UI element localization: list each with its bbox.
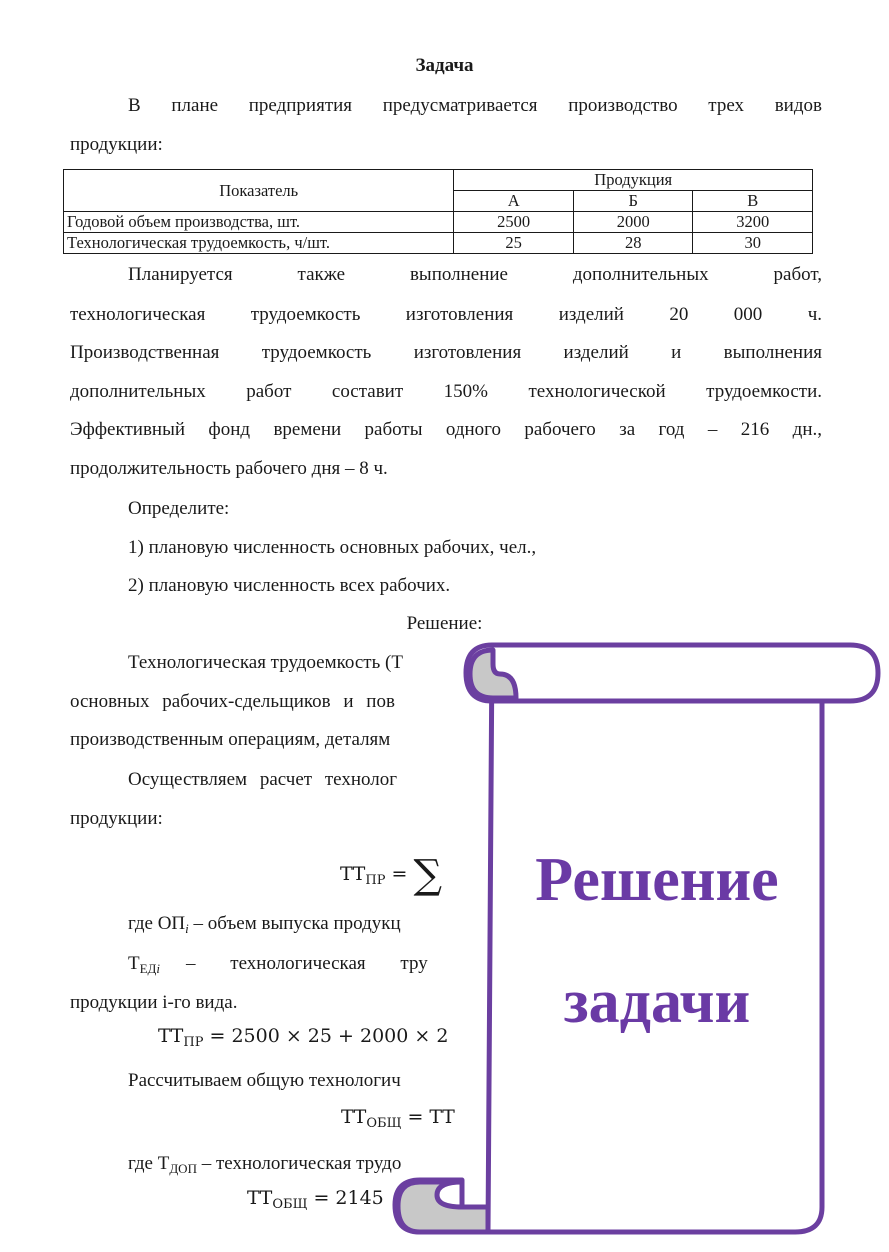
formula-symbol: ТТ bbox=[341, 1106, 367, 1128]
where-text: – объем выпуска продукц bbox=[188, 913, 401, 934]
table-cell: 3200 bbox=[693, 212, 813, 233]
formula-subscript: ДОП bbox=[169, 1161, 197, 1176]
formula-symbol: ТТ bbox=[340, 863, 366, 885]
formula-expression: = ТТ bbox=[401, 1106, 455, 1128]
scroll-top-roll bbox=[466, 645, 878, 701]
table-header-products: Продукция bbox=[454, 170, 813, 191]
intro-line-1: В плане предприятия предусматривается производство трех видов bbox=[128, 95, 822, 116]
formula-symbol: Т bbox=[128, 953, 140, 974]
formula-subscript: ОБЩ bbox=[272, 1197, 308, 1212]
solution-line: Осуществляем расчет технолог bbox=[128, 769, 398, 790]
formula-subscript: i bbox=[185, 921, 189, 936]
table-cell: 2500 bbox=[454, 212, 574, 233]
formula-subscript: ПР bbox=[365, 873, 386, 888]
table-cell: 30 bbox=[693, 233, 813, 254]
paragraph-line: Эффективный фонд времени работы одного рабочего за год – 216 дн., bbox=[70, 419, 822, 440]
paragraph-line: дополнительных работ составит 150% технологической трудоемкости. bbox=[70, 381, 822, 402]
banner-line-1: Решение bbox=[535, 846, 779, 914]
table-cell: 25 bbox=[454, 233, 574, 254]
table-row-label: Годовой объем производства, шт. bbox=[64, 212, 454, 233]
table-col-c: В bbox=[693, 191, 813, 212]
formula-subscript: ПР bbox=[183, 1035, 204, 1050]
paragraph-line: Планируется также выполнение дополнительных работ, bbox=[128, 264, 822, 285]
table-header-indicator: Показатель bbox=[64, 170, 454, 212]
formula-expression: = 2500 × 25 + 2000 × 2 bbox=[203, 1025, 449, 1047]
table-col-b: Б bbox=[573, 191, 693, 212]
determine-label: Определите: bbox=[128, 498, 230, 519]
task-item-2: 2) плановую численность всех рабочих. bbox=[128, 575, 451, 596]
table-col-a: А bbox=[454, 191, 574, 212]
table-cell: 2000 bbox=[573, 212, 693, 233]
formula-symbol: ТТ bbox=[247, 1187, 273, 1209]
paragraph-line: продолжительность рабочего дня – 8 ч. bbox=[70, 458, 388, 479]
where-prefix: где ОП bbox=[128, 913, 186, 934]
solution-line: Технологическая трудоемкость (Т bbox=[128, 652, 403, 673]
formula-expression: = 2145 bbox=[307, 1187, 384, 1209]
total-intro: Рассчитываем общую технологич bbox=[128, 1070, 401, 1091]
solution-line: производственным операциям, деталям bbox=[70, 729, 391, 750]
table-cell: 28 bbox=[573, 233, 693, 254]
formula-subscript: ОБЩ bbox=[366, 1116, 402, 1131]
formula-equals: = bbox=[385, 863, 414, 885]
sigma-icon: ∑ bbox=[413, 852, 443, 898]
intro-line-2: продукции: bbox=[70, 134, 163, 155]
formula-symbol: ТТ bbox=[158, 1025, 184, 1047]
solution-line: продукции: bbox=[70, 808, 163, 829]
solution-heading: Решение: bbox=[406, 613, 483, 634]
solution-line: основных рабочих-сдельщиков и пов bbox=[70, 691, 395, 712]
banner-text-block bbox=[492, 840, 822, 1042]
paragraph-line: технологическая трудоемкость изготовления изделий 20 000 ч. bbox=[70, 304, 822, 325]
formula-subscript: i bbox=[156, 961, 161, 976]
table-row-label: Технологическая трудоемкость, ч/шт. bbox=[64, 233, 454, 254]
paragraph-line: Производственная трудоемкость изготовления изделий и выполнения bbox=[70, 342, 822, 363]
banner-line-2: задачи bbox=[563, 968, 751, 1036]
document-title: Задача bbox=[415, 55, 474, 76]
where-text: – технологическая трудо bbox=[196, 1153, 402, 1174]
where-prefix: где Т bbox=[128, 1153, 170, 1174]
task-item-1: 1) плановую численность основных рабочих, чел., bbox=[128, 537, 537, 558]
formula-subscript: ЕД bbox=[139, 961, 157, 976]
where-line-te-2: продукции i-го вида. bbox=[70, 992, 238, 1013]
where-text: – технологическая тру bbox=[186, 953, 428, 974]
